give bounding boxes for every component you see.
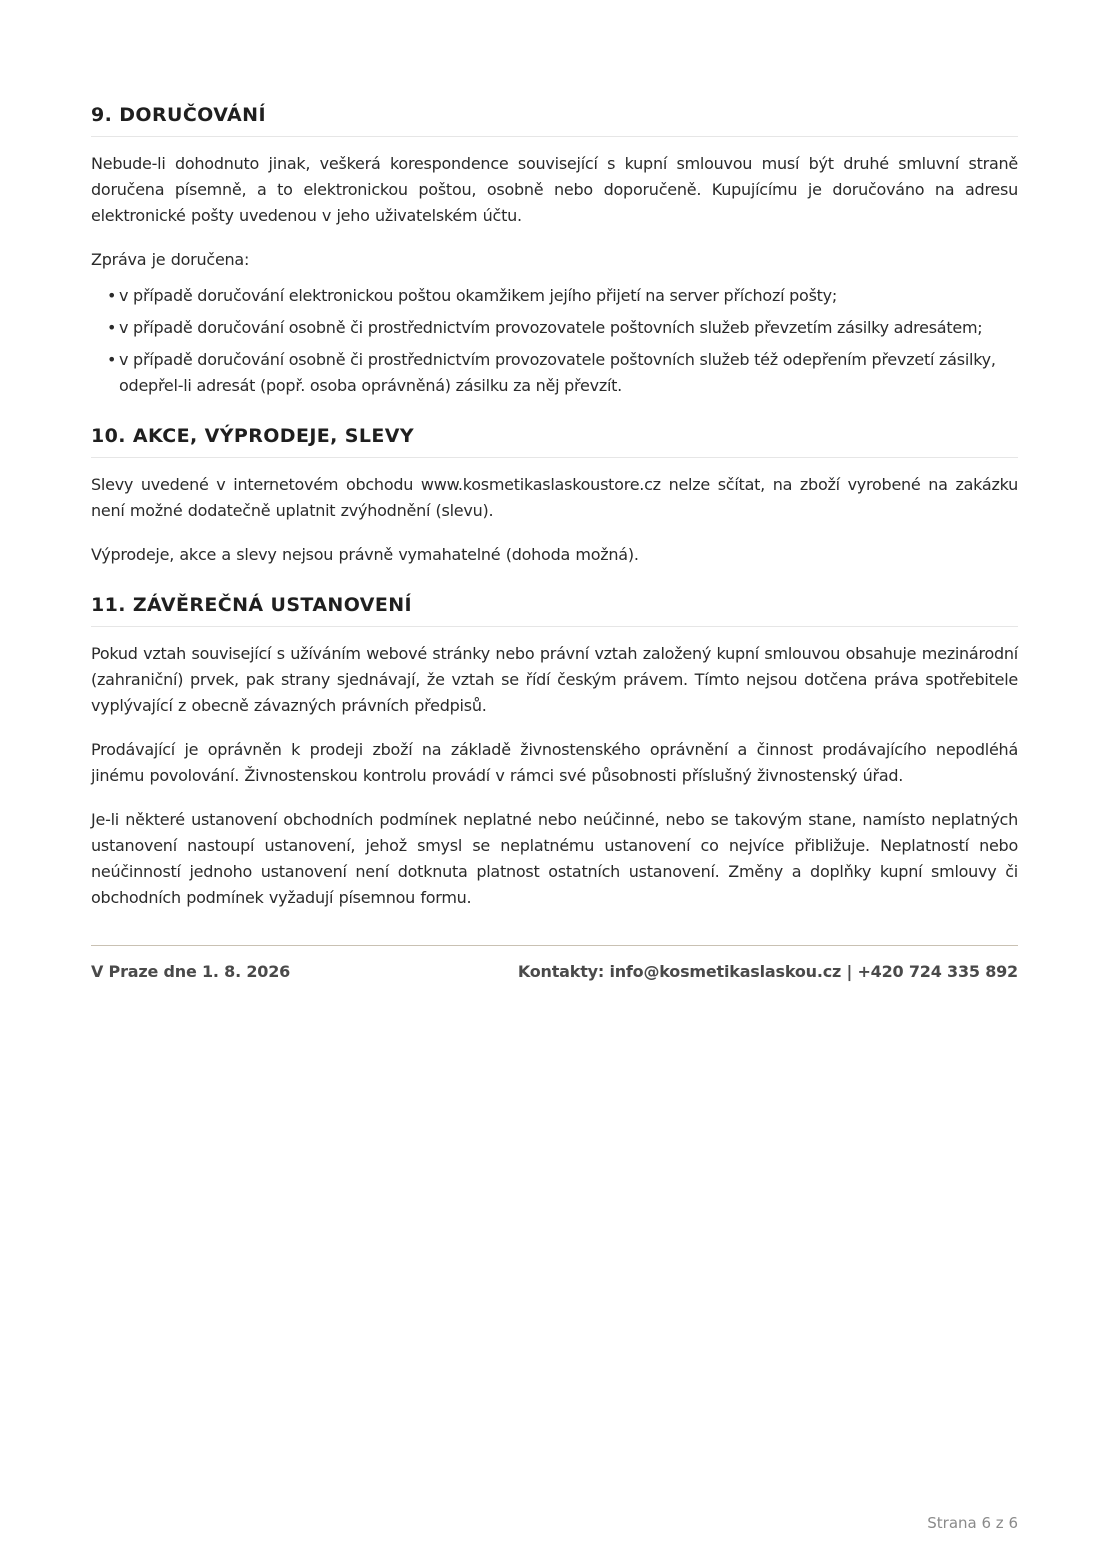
paragraph: Slevy uvedené v internetovém obchodu www.kosmetikaslaskoustore.cz nelze sčítat, na zboží vyrobené na zakázku není možné dodatečně uplatnit zvýhodnění (slevu). xyxy=(91,475,1018,520)
paragraph: Je-li některé ustanovení obchodních podmínek neplatné nebo neúčinné, nebo se takovým stane, namísto neplatných ustanovení nastoupí ustanovení, jehož smysl se neplatnému ustanovení co nejvíce přibližuje. Neplatností nebo neúčinností jednoho ustanovení není dotknuta platnost ostatních ustanovení. Změny a doplňky kupní smlouvy či obchodních podmínek vyžadují písemnou formu. xyxy=(91,810,1018,907)
paragraph: Výprodeje, akce a slevy nejsou právně vymahatelné (dohoda možná). xyxy=(91,545,639,564)
section-final-provisions xyxy=(91,590,1018,911)
section-heading: 9. DORUČOVÁNÍ xyxy=(91,100,1018,137)
section-heading: 11. ZÁVĚREČNÁ USTANOVENÍ xyxy=(91,590,1018,627)
place-date: V Praze dne 1. 8. 2026 xyxy=(91,962,291,981)
section-delivery xyxy=(91,100,1018,399)
contacts: Kontakty: info@kosmetikaslaskou.cz | +420 724 335 892 xyxy=(517,962,1018,981)
document-footer xyxy=(91,945,1018,981)
paragraph: Prodávající je oprávněn k prodeji zboží na základě živnostenského oprávnění a činnost prodávajícího nepodléhá jinému povolování. Živnostenskou kontrolu provádí v rámci své působnosti příslušný živnostenský úřad. xyxy=(91,740,1018,785)
section-discounts xyxy=(91,421,1018,568)
section-heading: 10. AKCE, VÝPRODEJE, SLEVY xyxy=(91,421,1018,458)
document-page xyxy=(91,100,1018,981)
paragraph: Nebude-li dohodnuto jinak, veškerá korespondence související s kupní smlouvou musí být druhé smluvní straně doručena písemně, a to elektronickou poštou, osobně nebo doporučeně. Kupujícímu je doručováno na adresu elektronické pošty uvedenou v jeho uživatelském účtu. xyxy=(91,154,1018,225)
list-item: • v případě doručování osobně či prostřednictvím provozovatele poštovních služeb převzetím zásilky adresátem; xyxy=(91,315,1018,341)
list-item: • v případě doručování elektronickou poštou okamžikem jejího přijetí na server příchozí pošty; xyxy=(91,283,1018,309)
list-item: • v případě doručování osobně či prostřednictvím provozovatele poštovních služeb též odepřením převzetí zásilky, odepřel-li adresát (popř. osoba oprávněná) zásilku za něj převzít. xyxy=(91,347,1018,399)
bullet-list xyxy=(91,283,1018,399)
page-number: Strana 6 z 6 xyxy=(927,1514,1018,1532)
paragraph: Pokud vztah související s užíváním webové stránky nebo právní vztah založený kupní smlouvou obsahuje mezinárodní (zahraniční) prvek, pak strany sjednávají, že vztah se řídí českým právem. Tímto nejsou dotčena práva spotřebitele vyplývající z obecně závazných právních předpisů. xyxy=(91,644,1018,715)
paragraph: Zpráva je doručena: xyxy=(91,250,250,269)
